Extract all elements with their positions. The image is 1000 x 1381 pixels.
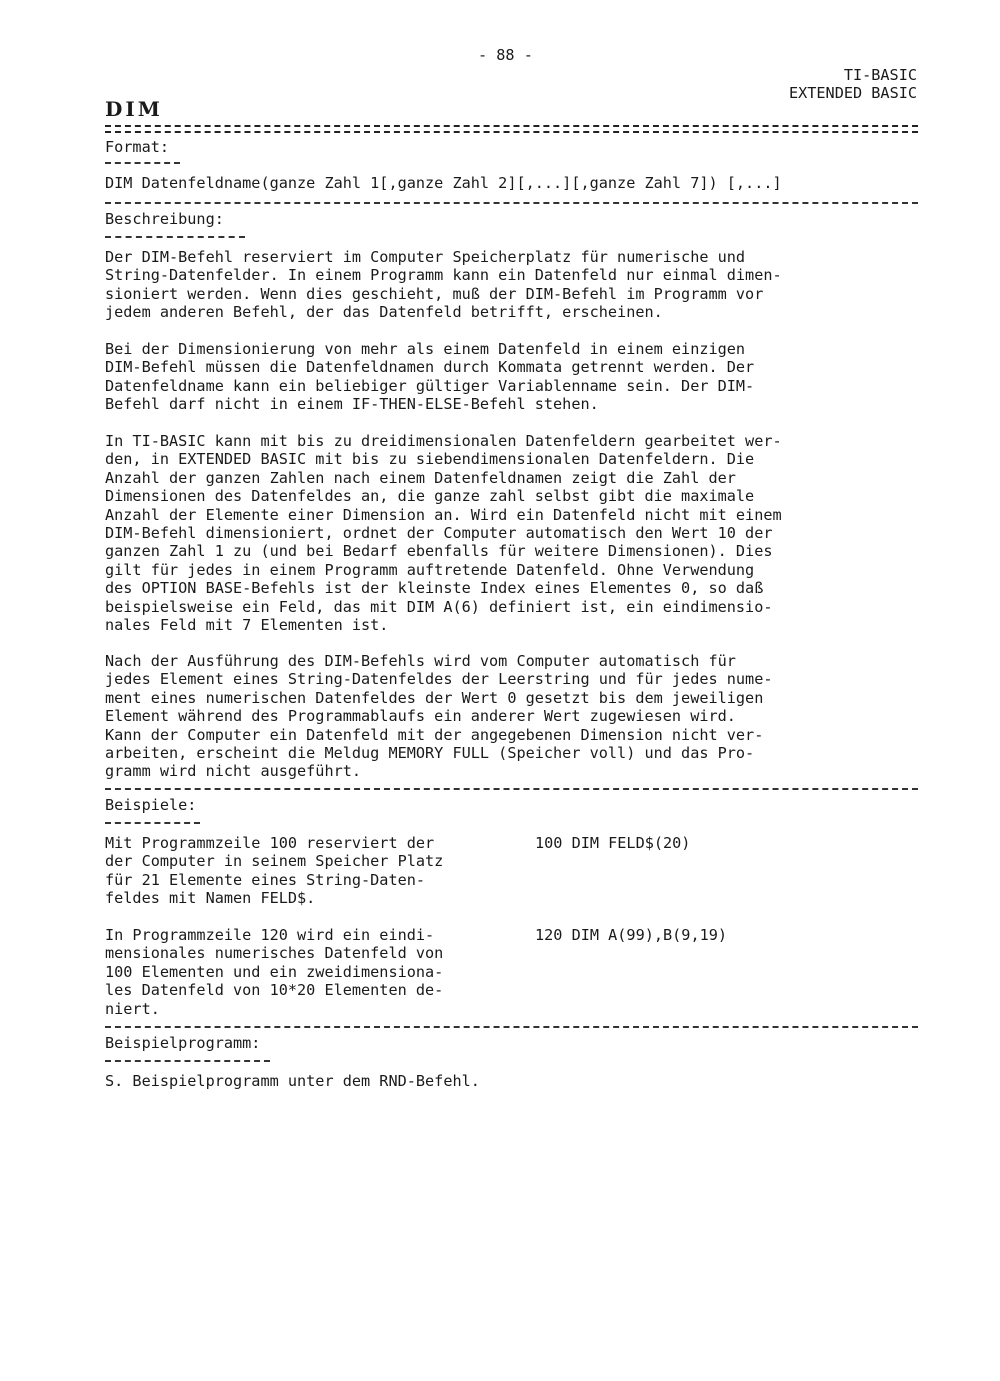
- beispiele-heading-underline: [105, 822, 200, 824]
- section-rule: [105, 202, 918, 204]
- header-lang-extended-basic: EXTENDED BASIC: [788, 84, 917, 102]
- section-rule: [105, 788, 918, 790]
- beschreibung-heading-underline: [105, 236, 245, 238]
- beispielprogramm-text: S. Beispielprogramm unter dem RND-Befehl.: [105, 1072, 480, 1090]
- beispiele-heading: Beispiele:: [105, 796, 197, 814]
- command-title: DIM: [105, 97, 163, 121]
- beschreibung-paragraph-2: Bei der Dimensionierung von mehr als einem Datenfeld in einem einzigen DIM-Befehl müssen die Datenfeldnamen durch Kommata getrennt werden. Der Datenfeldname kann ein beliebiger gültiger Variablenname sein. Der DIM- Befehl darf nicht in einem IF-THEN-ELSE-Befehl stehen.: [105, 340, 755, 414]
- format-heading-underline: [105, 162, 180, 164]
- beschreibung-paragraph-3: In TI-BASIC kann mit bis zu dreidimensionalen Datenfeldern gearbeitet wer- den, in EXTENDED BASIC mit bis zu siebendimensionalen Datenfeldern. Die Anzahl der ganzen Zahlen nach einem Datenfeldnamen zeigt die Zahl der Dimensionen des Datenfeldes an, die ganze zahl selbst gibt die maximale Anzahl der Elemente einer Dimension an. Wird ein Datenfeld nicht mit einem DIM-Befehl dimensioniert, ordnet der Computer automatisch den Wert 10 der ganzen Zahl 1 zu (und bei Bedarf ebenfalls für weitere Dimensionen). Dies gilt für jedes in einem Programm auftretende Datenfeld. Ohne Verwendung des OPTION BASE-Befehls ist der kleinste Index eines Elementes 0, so daß beispielsweise ein Feld, das mit DIM A(6) definiert ist, ein eindimensio- nales Feld mit 7 Elementen ist.: [105, 432, 782, 635]
- section-rule: [105, 1026, 918, 1028]
- beschreibung-paragraph-4: Nach der Ausführung des DIM-Befehls wird vom Computer automatisch für jedes Element eines String-Datenfeldes der Leerstring und für jedes nume- ment eines numerischen Datenfeldes der Wert 0 gesetzt bis dem jeweiligen Element während des Programmablaufs ein anderer Wert zugewiesen wird. Kann der Computer ein Datenfeld mit der angegebenen Dimension nicht ver- arbeiten, erscheint die Meldug MEMORY FULL (Speicher voll) und das Pro- gramm wird nicht ausgeführt.: [105, 652, 773, 781]
- beispielprogramm-heading-underline: [105, 1060, 270, 1062]
- beschreibung-heading: Beschreibung:: [105, 210, 224, 228]
- example-1-text: Mit Programmzeile 100 reserviert der der Computer in seinem Speicher Platz für 21 Elemente eines String-Daten- feldes mit Namen FELD$.: [105, 834, 444, 908]
- format-heading: Format:: [105, 138, 170, 156]
- format-syntax: DIM Datenfeldname(ganze Zahl 1[,ganze Zahl 2][,...][,ganze Zahl 7]) [,...]: [105, 174, 782, 192]
- header-lang-ti-basic: TI-BASIC: [843, 66, 917, 84]
- example-1-code: 100 DIM FELD$(20): [535, 834, 691, 852]
- beispielprogramm-heading: Beispielprogramm:: [105, 1034, 261, 1052]
- example-2-text: In Programmzeile 120 wird ein eindi- mensionales numerisches Datenfeld von 100 Elementen und ein zweidimensiona- les Datenfeld von 10*20 Elementen de- niert.: [105, 926, 444, 1018]
- page-number: - 88 -: [478, 46, 533, 64]
- example-2-code: 120 DIM A(99),B(9,19): [535, 926, 728, 944]
- double-rule: [105, 125, 918, 133]
- beschreibung-paragraph-1: Der DIM-Befehl reserviert im Computer Speicherplatz für numerische und String-Datenfelder. In einem Programm kann ein Datenfeld nur einmal dimen- sioniert werden. Wenn dies geschieht, muß der DIM-Befehl im Programm vor jedem anderen Befehl, der das Datenfeld betrifft, erscheinen.: [105, 248, 782, 322]
